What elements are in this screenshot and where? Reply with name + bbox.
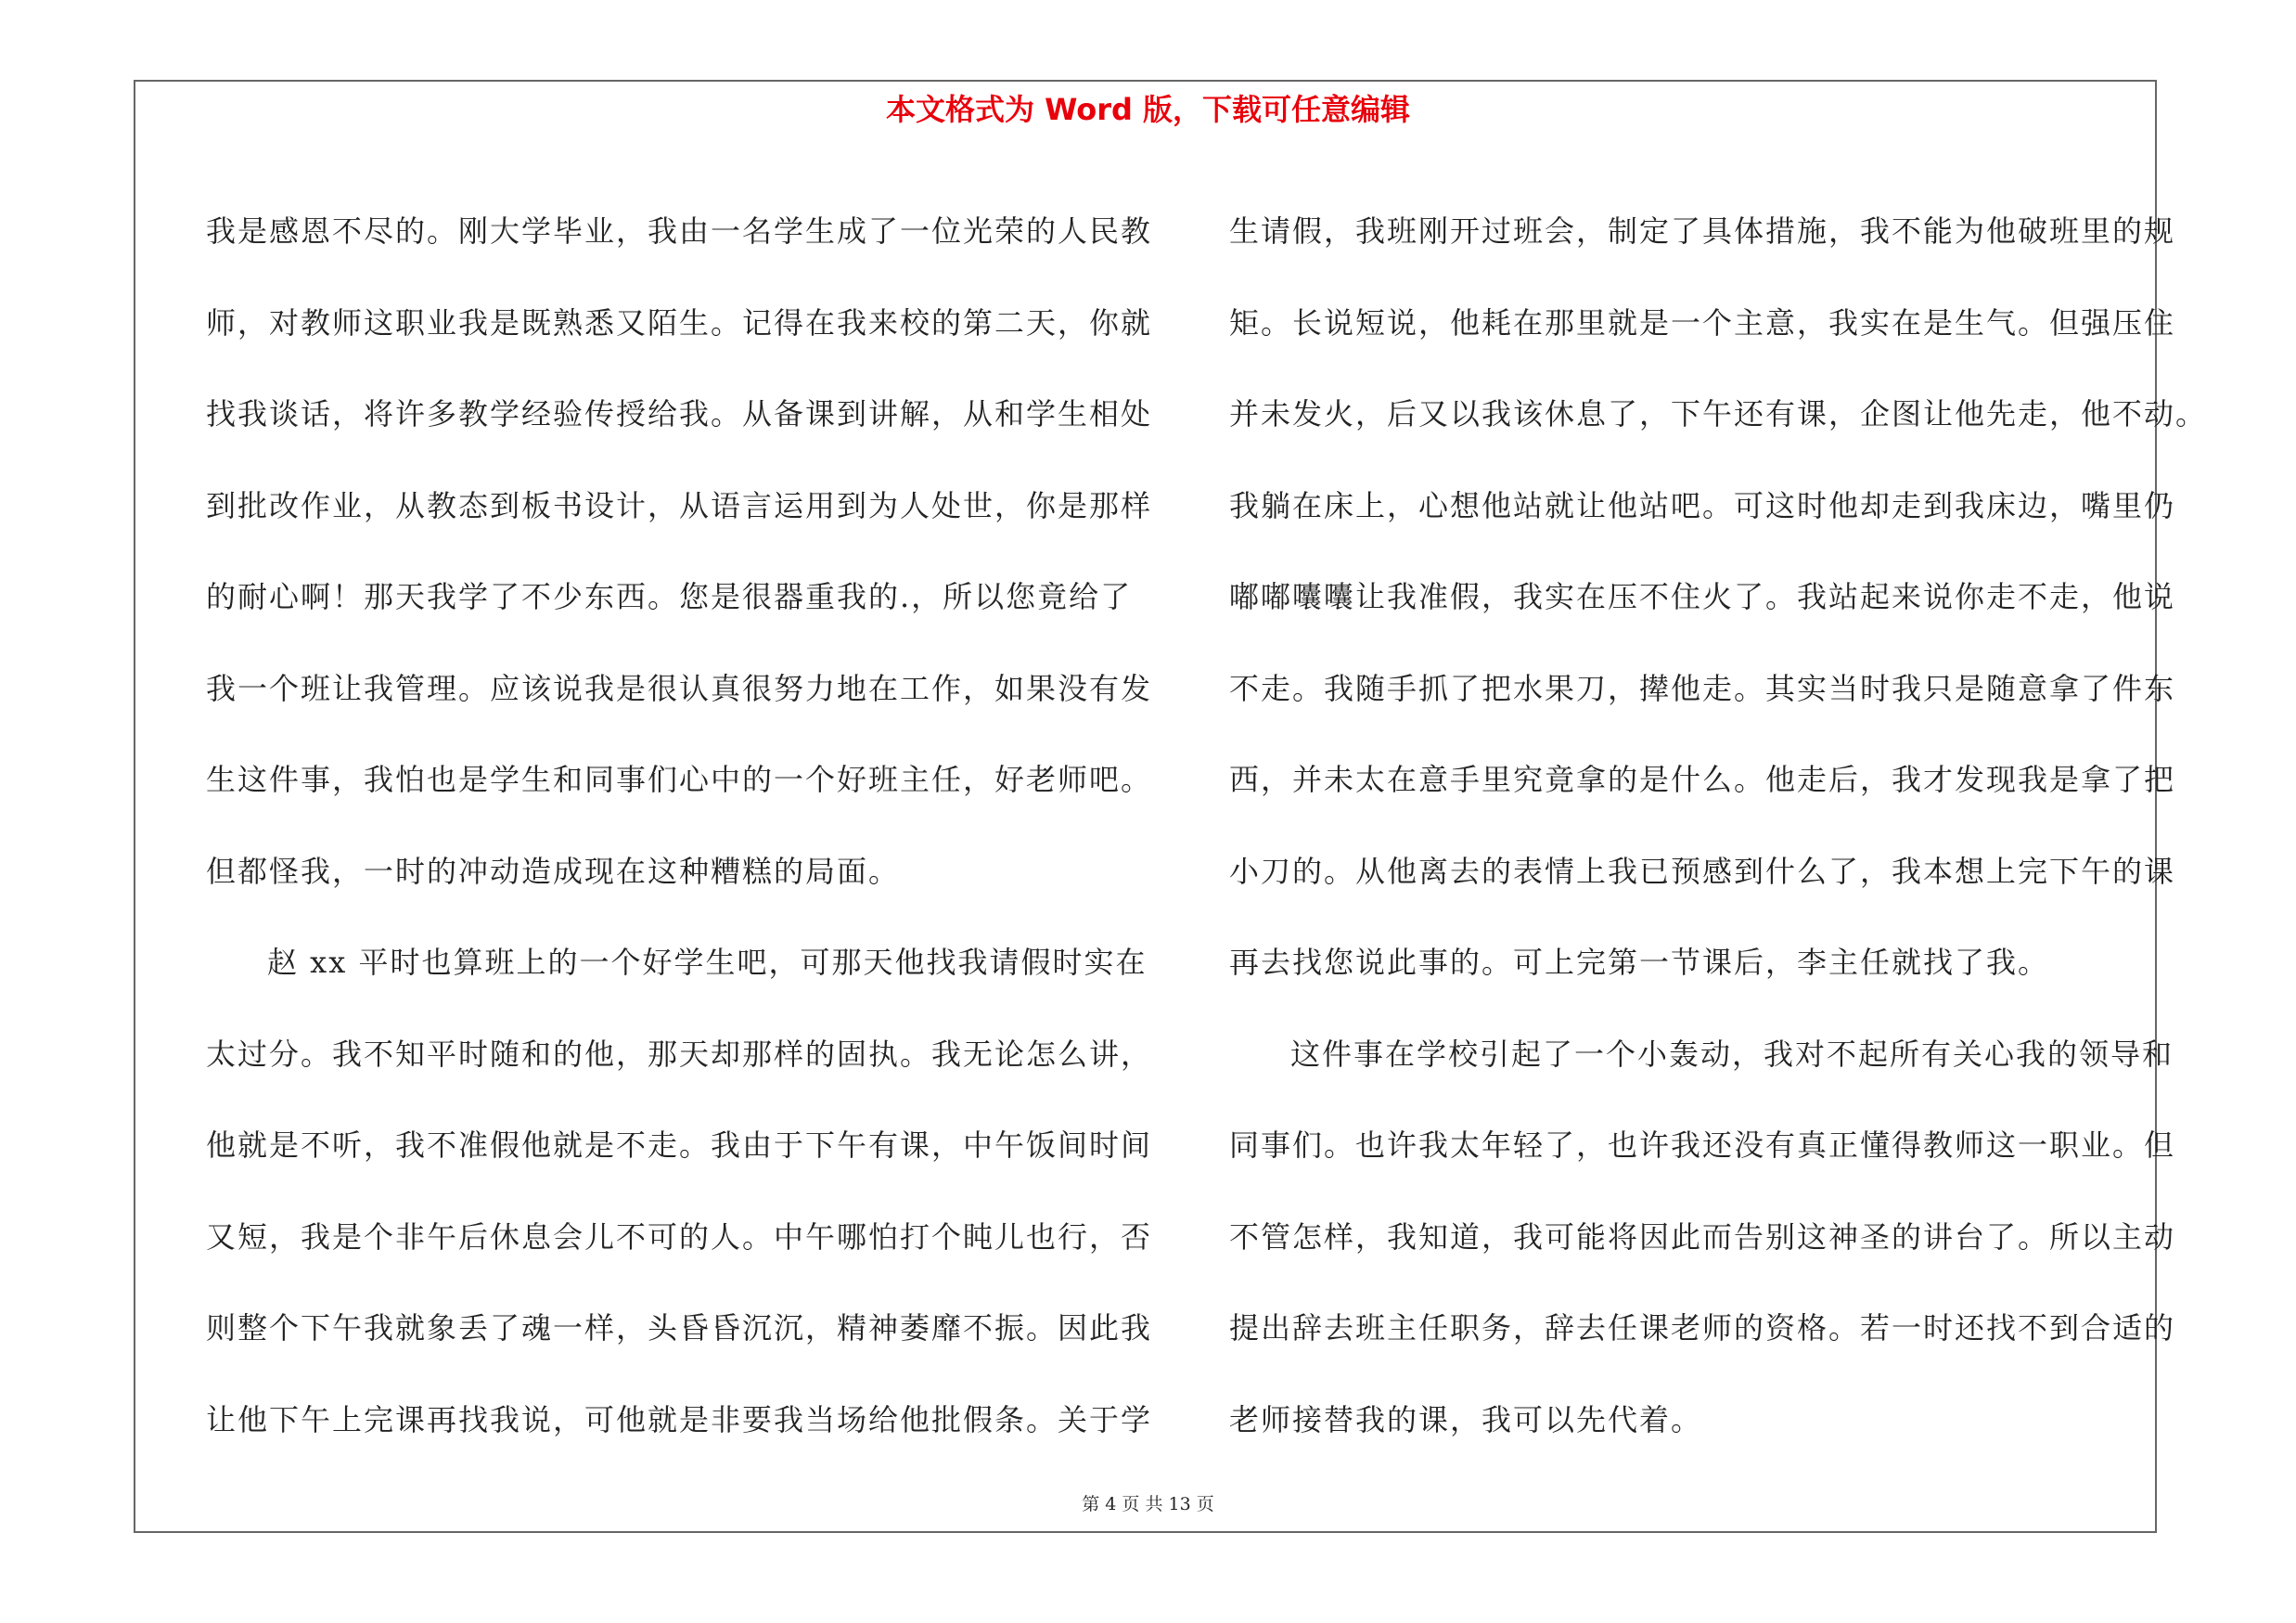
left-column: [206, 186, 1153, 1465]
right-column: [1229, 186, 2222, 1465]
text-line: 师，对教师这职业我是既熟悉又陌生。记得在我来校的第二天，你就: [206, 304, 1153, 341]
text-line: 再去找您说此事的。可上完第一节课后，李主任就找了我。: [1229, 945, 2050, 980]
text-line: 让他下午上完课再找我说，可他就是非要我当场给他批假条。关于学: [206, 1401, 1153, 1437]
paragraph: [1229, 186, 2222, 1009]
text-line: 则整个下午我就象丢了魂一样，头昏昏沉沉，精神萎靡不振。因此我: [206, 1310, 1153, 1346]
text-line: 我躺在床上，心想他站就让他站吧。可这时他却走到我床边，嘴里仍: [1229, 487, 2176, 523]
text-line: 的耐心啊！那天我学了不少东西。您是很器重我的.，所以您竟给了: [206, 579, 1133, 614]
text-line: 提出辞去班主任职务，辞去任课老师的资格。若一时还找不到合适的: [1229, 1310, 2176, 1346]
paragraph: [1229, 1009, 2222, 1466]
paragraph: [206, 186, 1153, 917]
text-line: 嘟嘟囔囔让我准假，我实在压不住火了。我站起来说你走不走，他说: [1229, 579, 2176, 614]
text-line: 生这件事，我怕也是学生和同事们心中的一个好班主任，好老师吧。: [206, 762, 1153, 797]
text-line: 但都怪我，一时的冲动造成现在这种糟糕的局面。: [206, 853, 901, 889]
text-line: 生请假，我班刚开过班会，制定了具体措施，我不能为他破班里的规: [1229, 213, 2176, 249]
text-line: 老师接替我的课，我可以先代着。: [1229, 1401, 1703, 1437]
text-line: 我一个班让我管理。应该说我是很认真很努力地在工作，如果没有发: [206, 670, 1153, 706]
text-line: 找我谈话，将许多教学经验传授给我。从备课到讲解，从和学生相处: [206, 396, 1153, 432]
text-line: 太过分。我不知平时随和的他，那天却那样的固执。我无论怎么讲，: [206, 1036, 1153, 1072]
text-line: 并未发火，后又以我该休息了，下午还有课，企图让他先走，他不动。: [1229, 396, 2208, 432]
text-line: 小刀的。从他离去的表情上我已预感到什么了，我本想上完下午的课: [1229, 853, 2176, 889]
text-line: 他就是不听，我不准假他就是不走。我由于下午有课，中午饭间时间: [206, 1127, 1153, 1163]
text-line: 又短，我是个非午后休息会儿不可的人。中午哪怕打个盹儿也行，否: [206, 1218, 1153, 1255]
text-line: 到批改作业，从教态到板书设计，从语言运用到为人处世，你是那样: [206, 487, 1153, 523]
text-line: 赵 xx 平时也算班上的一个好学生吧，可那天他找我请假时实在: [267, 945, 1148, 980]
text-line: 我是感恩不尽的。刚大学毕业，我由一名学生成了一位光荣的人民教: [206, 213, 1153, 249]
text-line: 不管怎样，我知道，我可能将因此而告别这神圣的讲台了。所以主动: [1229, 1218, 2176, 1255]
text-line: 西，并未太在意手里究竟拿的是什么。他走后，我才发现我是拿了把: [1229, 762, 2176, 797]
text-line: 同事们。也许我太年轻了，也许我还没有真正懂得教师这一职业。但: [1229, 1127, 2176, 1163]
paragraph: [206, 917, 1153, 1465]
text-line: 这件事在学校引起了一个小轰动，我对不起所有关心我的领导和: [1290, 1036, 2174, 1072]
text-line: 不走。我随手抓了把水果刀，撵他走。其实当时我只是随意拿了件东: [1229, 670, 2176, 706]
format-banner: 本文格式为 Word 版，下载可任意编辑: [885, 92, 1411, 127]
page-number: 第 4 页 共 13 页: [1082, 1494, 1214, 1514]
text-line: 矩。长说短说，他耗在那里就是一个主意，我实在是生气。但强压住: [1229, 304, 2176, 341]
